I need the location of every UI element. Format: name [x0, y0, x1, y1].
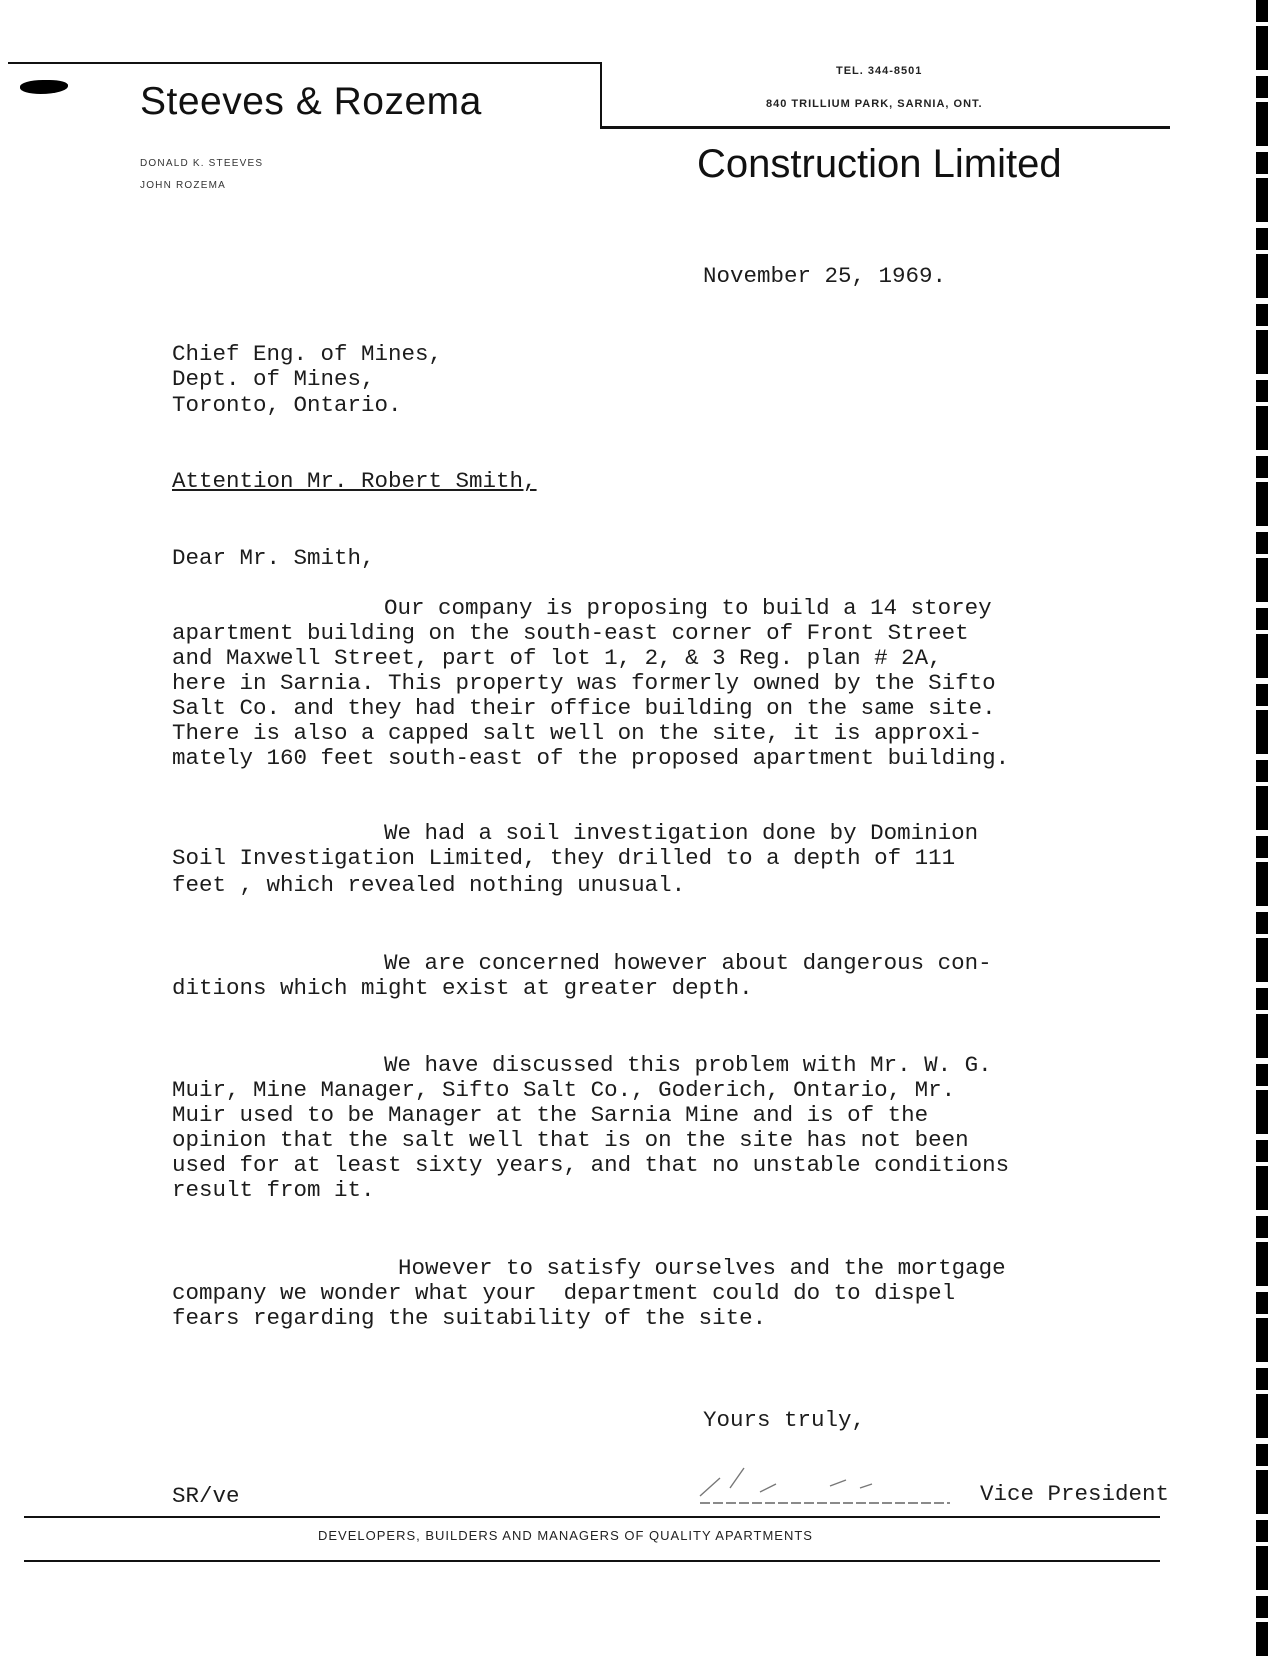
paragraph-line: opinion that the salt well that is on the site has not been: [172, 1127, 969, 1153]
signer-title: Vice President: [980, 1481, 1170, 1507]
company-suffix: Construction Limited: [697, 142, 1062, 186]
partner-name: JOHN ROZEMA: [140, 180, 226, 191]
letterhead-vertical-rule: [600, 62, 602, 128]
paragraph-line: used for at least sixty years, and that no unstable conditions: [172, 1152, 1010, 1178]
paragraph-line: However to satisfy ourselves and the mortgage: [398, 1255, 1006, 1281]
paragraph-line: fears regarding the suitability of the site.: [172, 1305, 767, 1331]
footer-tagline: DEVELOPERS, BUILDERS AND MANAGERS OF QUALITY APARTMENTS: [318, 1528, 813, 1543]
ink-smudge: [20, 80, 68, 94]
paragraph-line: ditions which might exist at greater depth.: [172, 975, 753, 1001]
paragraph-line: We had a soil investigation done by Dominion: [384, 820, 979, 846]
signature-scrawl: [680, 1448, 960, 1508]
attention-line: Attention Mr. Robert Smith,: [172, 468, 537, 494]
footer-bottom-rule: [24, 1560, 1160, 1562]
paragraph-line: We have discussed this problem with Mr. W. G.: [384, 1052, 992, 1078]
paragraph-line: mately 160 feet south-east of the proposed apartment building.: [172, 745, 1010, 771]
partner-name: DONALD K. STEEVES: [140, 158, 264, 169]
paragraph-line: apartment building on the south-east corner of Front Street: [172, 620, 969, 646]
salutation: Dear Mr. Smith,: [172, 545, 375, 571]
letterhead-top-rule: [8, 62, 602, 64]
paragraph-line: Muir used to be Manager at the Sarnia Mine and is of the: [172, 1102, 929, 1128]
scan-edge: [1256, 0, 1268, 1656]
paragraph-line: Muir, Mine Manager, Sifto Salt Co., Goderich, Ontario, Mr.: [172, 1077, 956, 1103]
recipient-line: Dept. of Mines,: [172, 366, 375, 392]
paragraph-line: Our company is proposing to build a 14 storey: [384, 595, 992, 621]
footer-top-rule: [24, 1516, 1160, 1518]
recipient-line: Chief Eng. of Mines,: [172, 341, 443, 367]
paragraph-line: Soil Investigation Limited, they drilled to a depth of 111: [172, 845, 956, 871]
closing: Yours truly,: [703, 1407, 866, 1433]
paragraph-line: We are concerned however about dangerous con-: [384, 950, 992, 976]
typist-initials: SR/ve: [172, 1483, 240, 1509]
paragraph-line: and Maxwell Street, part of lot 1, 2, & 3 Reg. plan # 2A,: [172, 645, 942, 671]
paragraph-line: result from it.: [172, 1177, 375, 1203]
paragraph-line: feet , which revealed nothing unusual.: [172, 872, 686, 898]
letterhead-right-rule: [600, 126, 1170, 129]
paragraph-line: company we wonder what your department could do to dispel: [172, 1280, 956, 1306]
paragraph-line: Salt Co. and they had their office building on the same site.: [172, 695, 996, 721]
letter-date: November 25, 1969.: [703, 263, 947, 289]
firm-name: Steeves & Rozema: [140, 80, 482, 123]
paragraph-line: There is also a capped salt well on the site, it is approxi-: [172, 720, 983, 746]
telephone: TEL. 344-8501: [836, 65, 923, 77]
paragraph-line: here in Sarnia. This property was formerly owned by the Sifto: [172, 670, 996, 696]
recipient-line: Toronto, Ontario.: [172, 392, 402, 418]
address: 840 TRILLIUM PARK, SARNIA, ONT.: [766, 98, 983, 110]
